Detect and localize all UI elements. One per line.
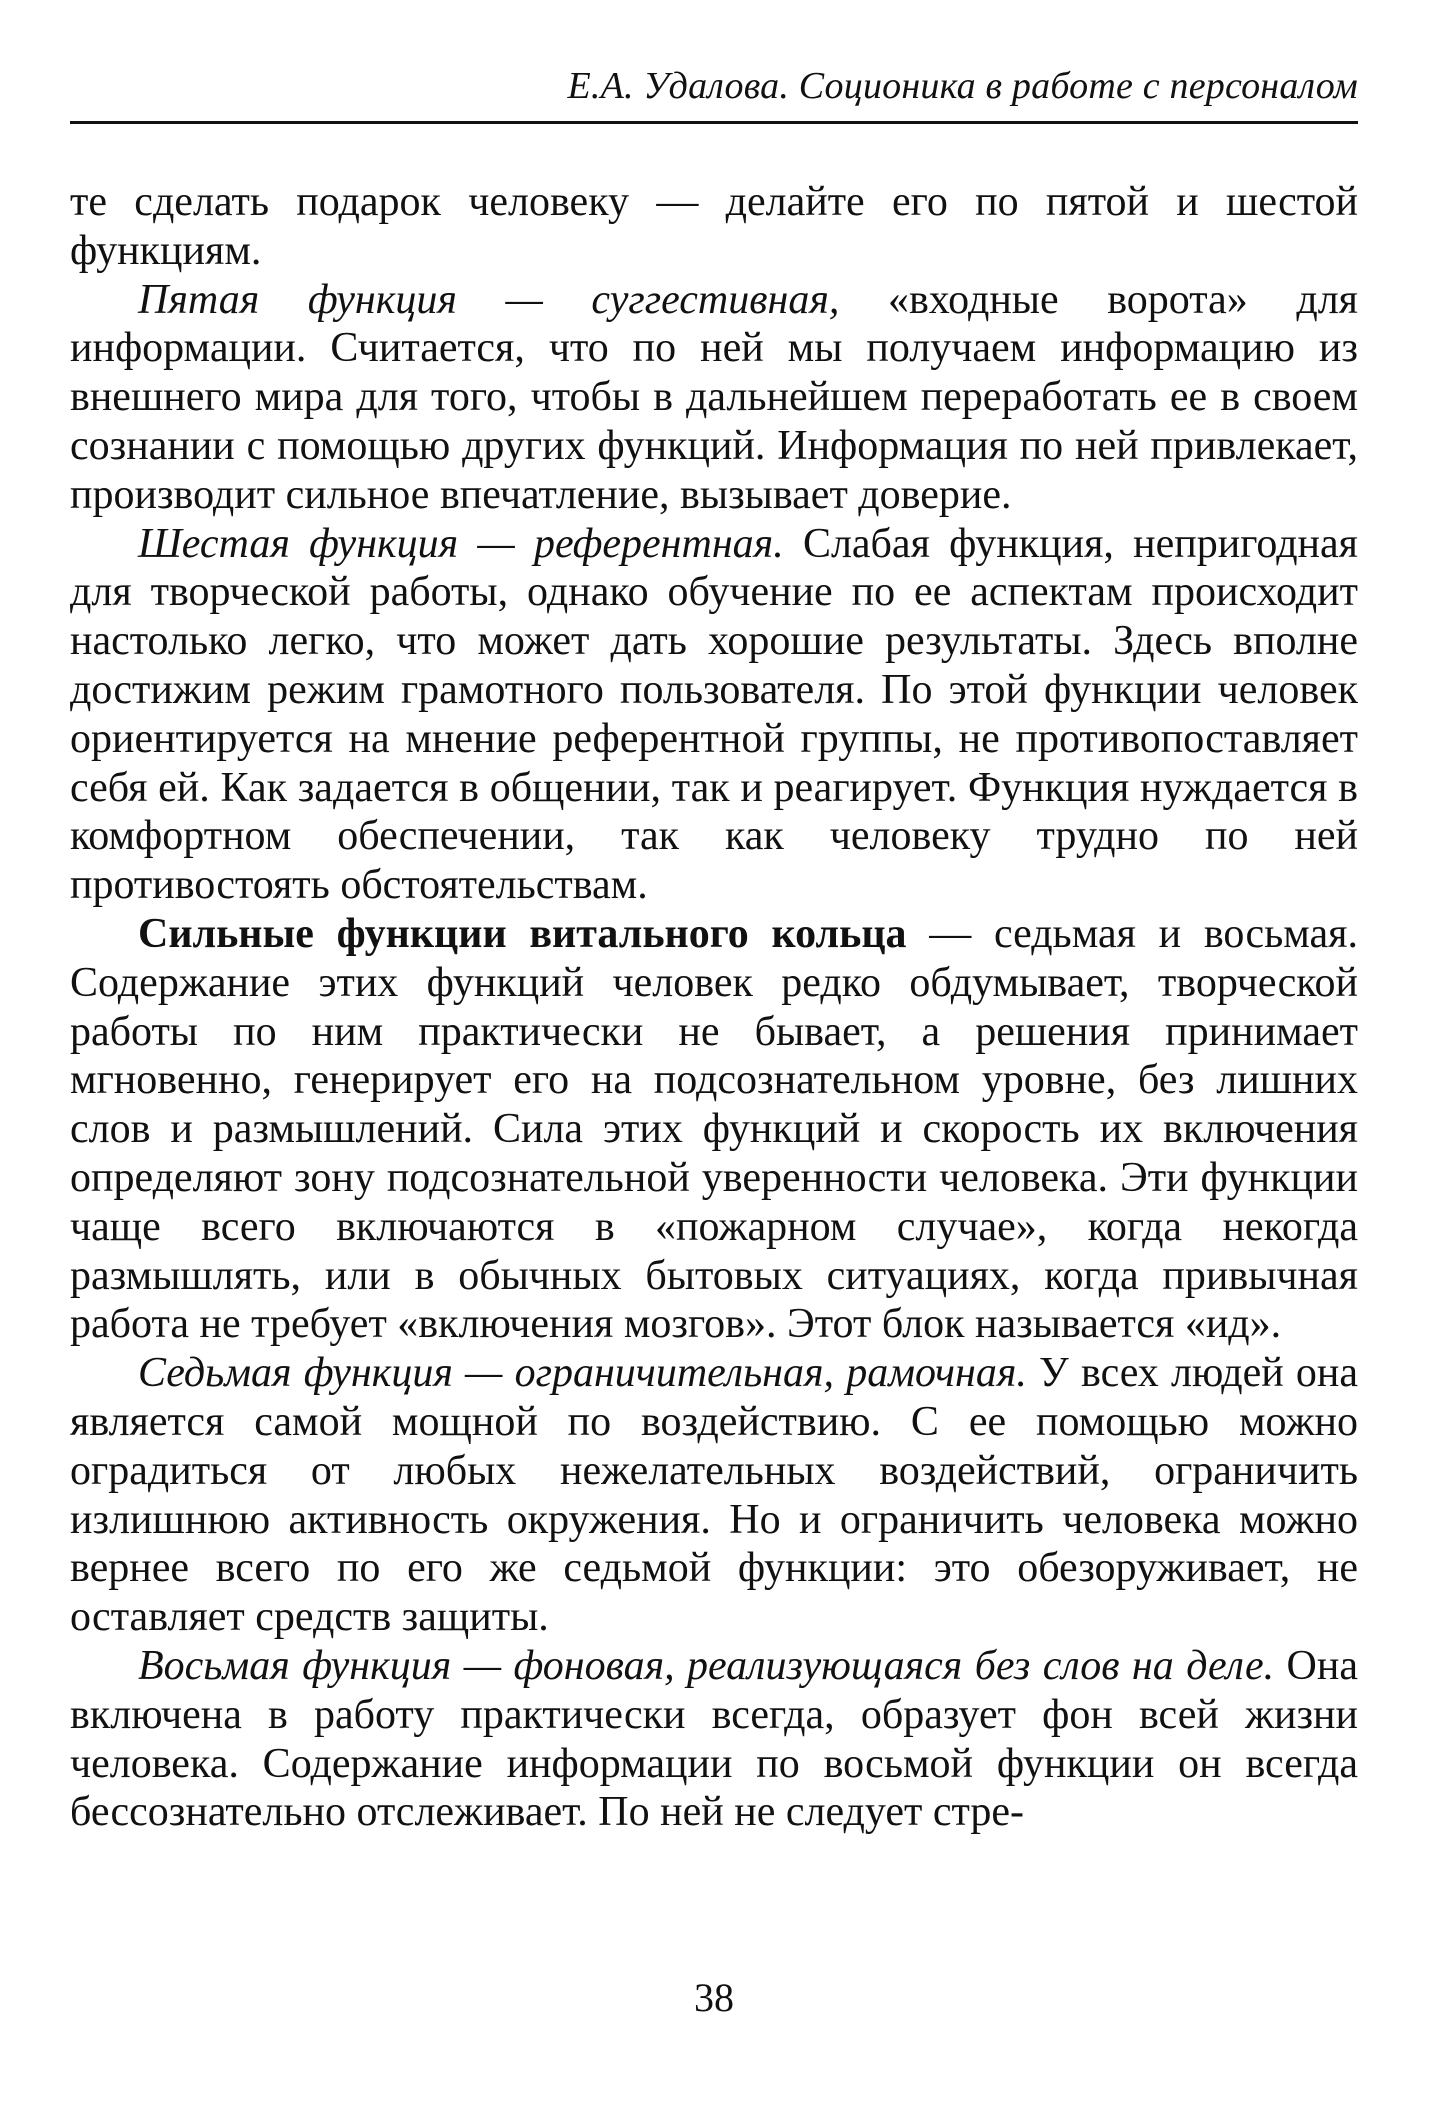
header-rule — [70, 121, 1358, 124]
term-eighth-function: Восьмая функция — фоновая, реализующаяся без слов на деле. — [138, 1642, 1275, 1689]
term-seventh-function: Седьмая функция — ограничительная, рамочная. — [138, 1350, 1027, 1397]
term-sixth-function: Шестая функция — референтная. — [138, 520, 784, 567]
paragraph-text: Слабая функция, непригодная для творческой работы, однако обучение по ее аспектам происходит настолько легко, что может дать хорошие результаты. Здесь вполне достижим режим грамотного пользователя. По этой функции человек ориентируется на мнение референтной группы, не противопоставляет себя ей. Как задается в общении, так и реагирует. Функция нуждается в комфортном обеспечении, так как человеку трудно по ней противостоять обстоятельствам. — [70, 520, 1358, 909]
paragraph-fifth-function — [70, 276, 1358, 520]
term-vital-ring: Сильные функции витального кольца — [138, 910, 907, 957]
running-header: Е.А. Удалова. Соционика в работе с персоналом — [567, 65, 1358, 107]
paragraph-continuation — [70, 178, 1358, 276]
paragraph-text: «входные ворота» для информации. Считается, что по ней мы получаем информацию из внешнего мира для того, чтобы в дальнейшем переработать ее в своем сознании с помощью других функций. Информация по ней привлекает, производит сильное впечатление, вызывает доверие. — [70, 276, 1358, 518]
page-number: 38 — [694, 1975, 734, 2020]
paragraph-seventh-function — [70, 1349, 1358, 1642]
body-text — [70, 178, 1358, 1837]
paragraph-text: те сделать подарок человеку — делайте его по пятой и шестой функциям. — [70, 179, 1358, 274]
term-fifth-function: Пятая функция — суггестивная, — [138, 276, 840, 323]
paragraph-text: У всех людей она является самой мощной по воздействию. С ее помощью можно оградиться от любых нежелательных воздействий, ограничить излишнюю активность окружения. Но и ограничить человека можно вернее всего по его же седьмой функции: это обезоруживает, не оставляет средств защиты. — [70, 1350, 1358, 1641]
paragraph-vital-ring — [70, 910, 1358, 1349]
paragraph-sixth-function — [70, 520, 1358, 910]
paragraph-text: Она включена в работу практически всегда, образует фон всей жизни человека. Содержание информации по восьмой функции он всегда бессознательно отслеживает. По ней не следует стре- — [70, 1642, 1359, 1836]
book-page — [70, 0, 1358, 2111]
paragraph-text: — седьмая и восьмая. Содержание этих функций человек редко обдумывает, творческой работы по ним практически не бывает, а решения принимает мгновенно, генерирует его на подсознательном уровне, без лишних слов и размышлений. Сила этих функций и скорость их включения определяют зону подсознательной уверенности человека. Эти функции чаще всего включаются в «пожарном случае», когда некогда размышлять, или в обычных бытовых ситуациях, когда привычная работа не требует «включения мозгов». Этот блок называется «ид». — [70, 910, 1358, 1348]
paragraph-eighth-function — [70, 1642, 1358, 1837]
